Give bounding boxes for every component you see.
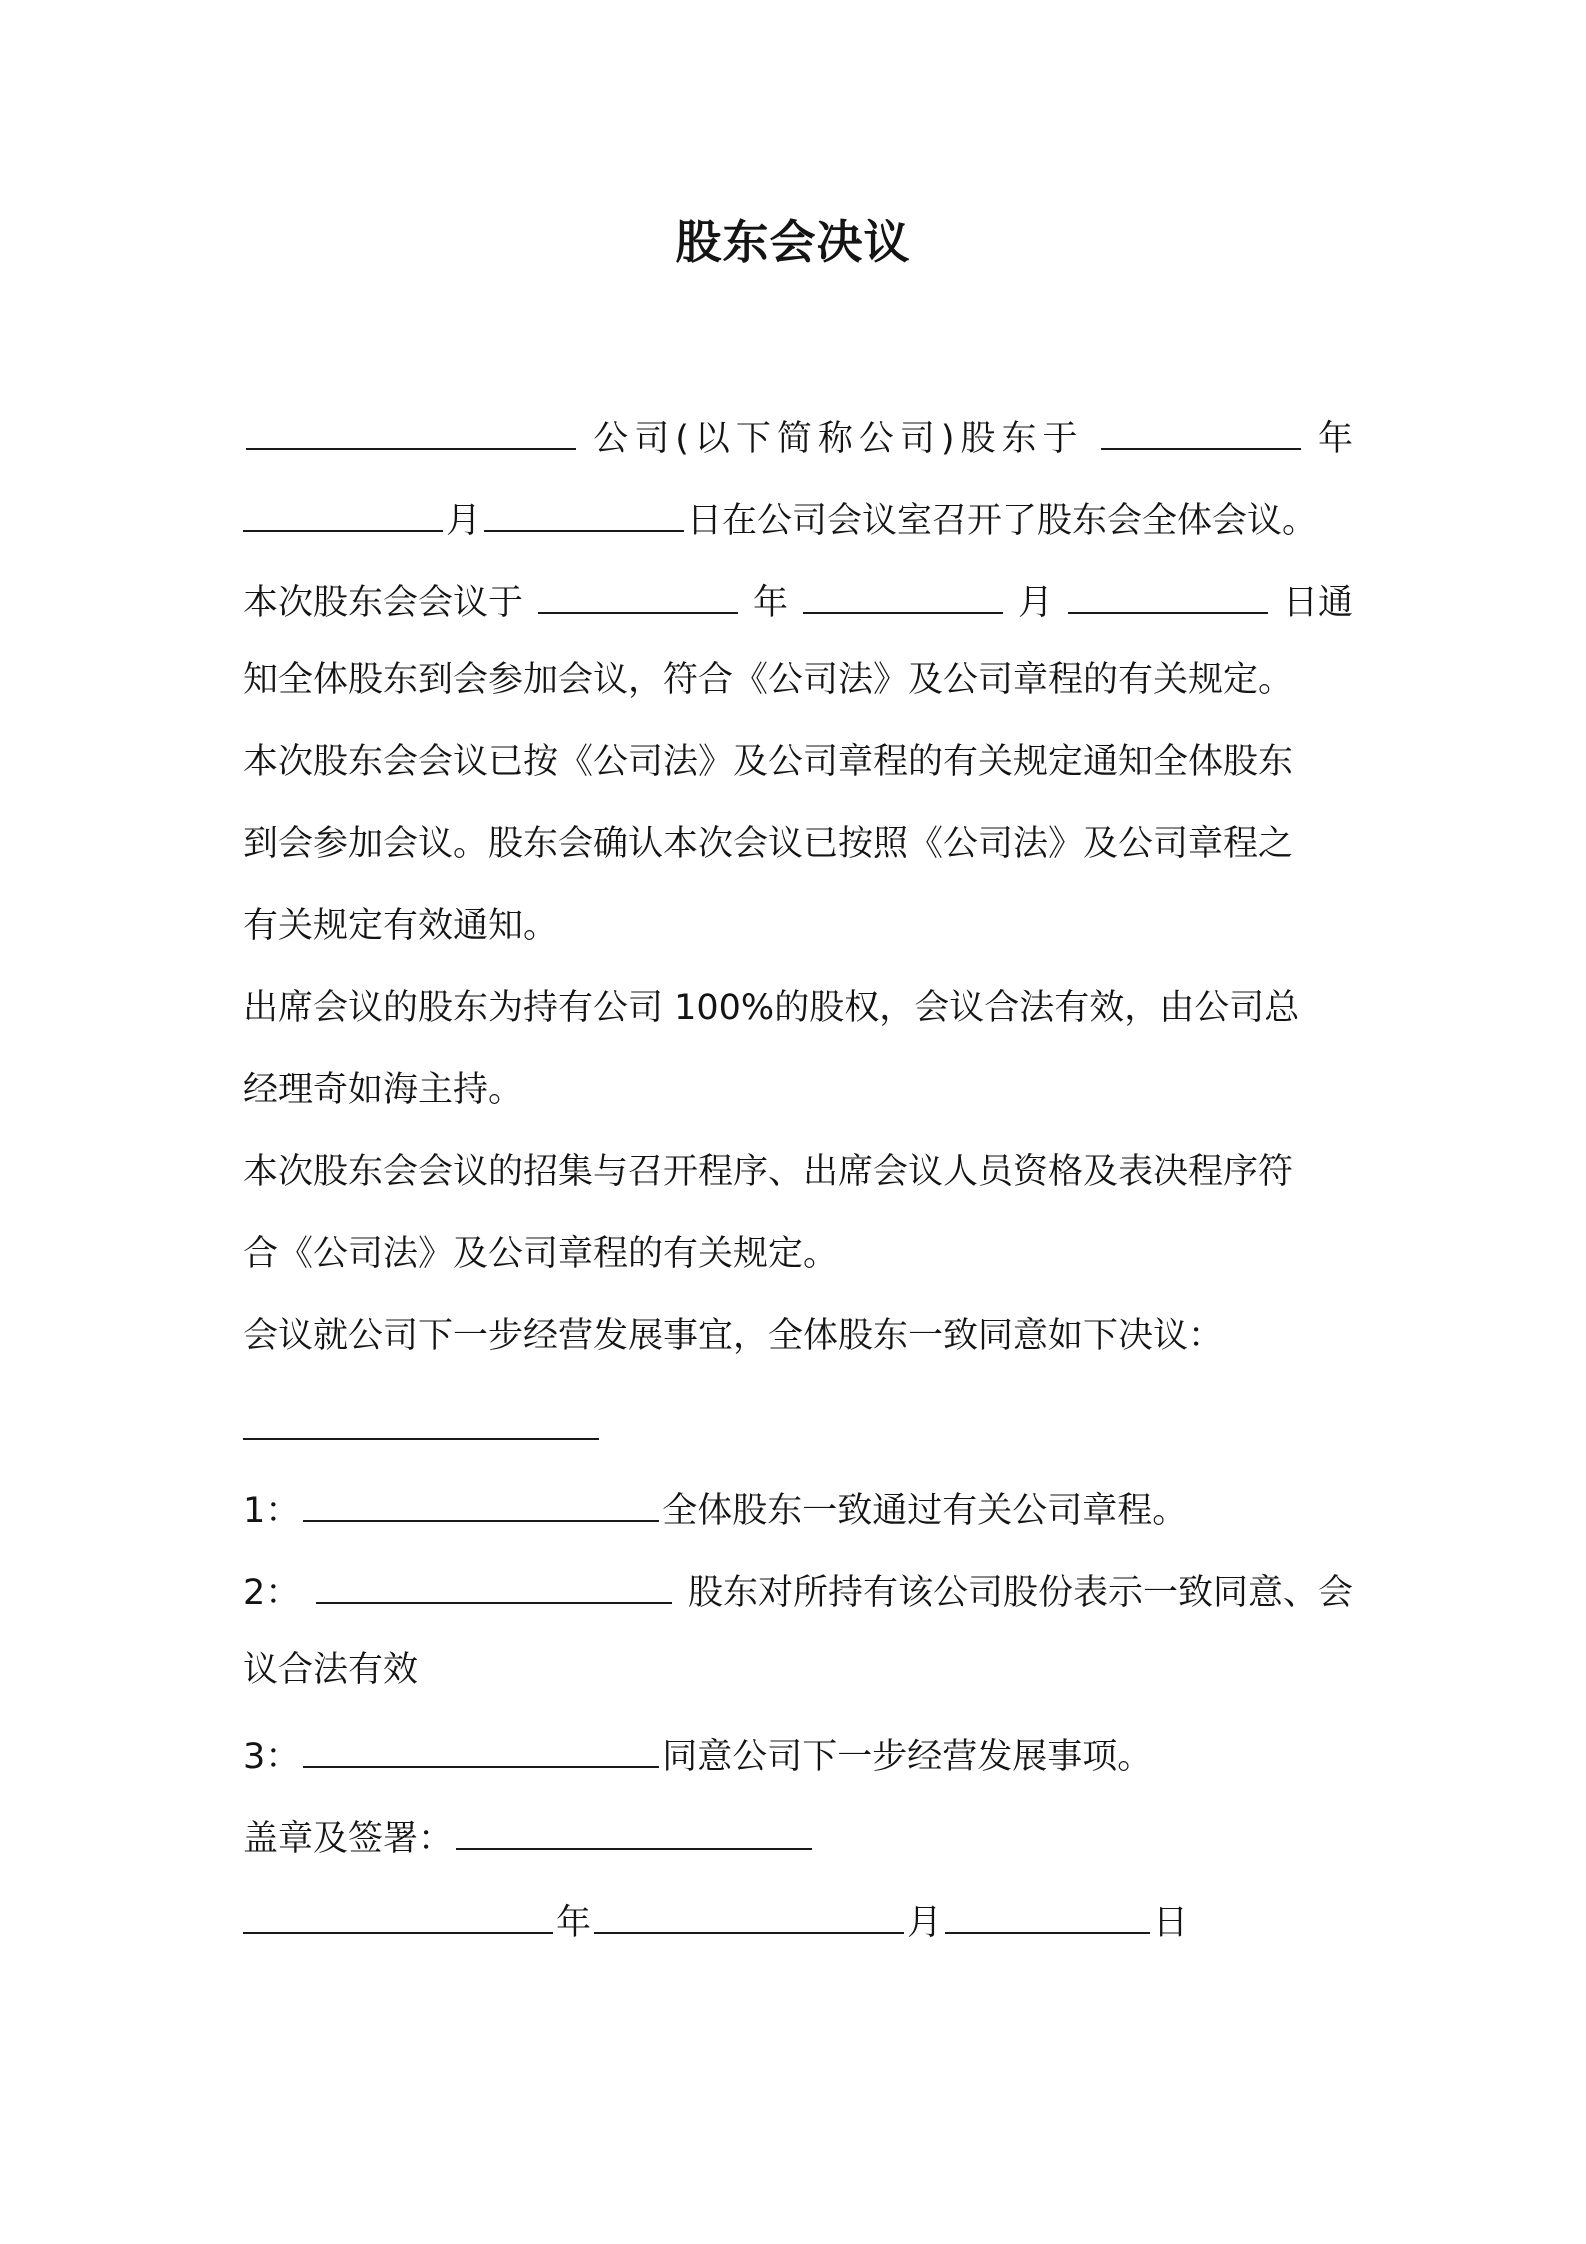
notice-month-blank[interactable] (803, 568, 1003, 614)
para1-text-day: 日在公司会议室召开了股东会全体会议。 (687, 501, 1318, 541)
item-2-continuation: 议合法有效 (243, 1650, 419, 1690)
para2-line2: 知全体股东到会参加会议，符合《公司法》及公司章程的有关规定。 (243, 660, 1294, 700)
resolution-blank-line (243, 1394, 1353, 1454)
para2-text-day: 日通 (1282, 583, 1353, 623)
para2-line1 (243, 568, 1353, 628)
resolution-item-1 (243, 1476, 1353, 1536)
company-name-blank[interactable] (246, 404, 576, 450)
para3-line2: 到会参加会议。股东会确认本次会议已按照《公司法》及公司章程之 (243, 824, 1294, 864)
date-year-label: 年 (556, 1903, 592, 1943)
resolution-item-3 (243, 1722, 1353, 1782)
signature-blank[interactable] (456, 1804, 812, 1850)
item-3-blank[interactable] (303, 1722, 659, 1768)
para1-text-year: 年 (1317, 419, 1353, 459)
date-month-label: 月 (907, 1903, 943, 1943)
para2-text-month: 月 (1017, 583, 1053, 623)
item-1-blank[interactable] (303, 1476, 659, 1522)
para5-line1: 本次股东会会议的招集与召开程序、出席会议人员资格及表决程序符 (243, 1152, 1294, 1192)
para1-text-month: 月 (446, 501, 482, 541)
notice-day-blank[interactable] (1068, 568, 1268, 614)
meeting-year-blank[interactable] (1101, 404, 1301, 450)
document-title: 股东会决议 (675, 215, 911, 269)
para3-line1: 本次股东会会议已按《公司法》及公司章程的有关规定通知全体股东 (243, 742, 1294, 782)
item-1-text: 全体股东一致通过有关公司章程。 (662, 1491, 1188, 1531)
para4-line2: 经理奇如海主持。 (243, 1070, 524, 1110)
para2-text-year: 年 (752, 583, 788, 623)
notice-year-blank[interactable] (538, 568, 738, 614)
para5-line2: 合《公司法》及公司章程的有关规定。 (243, 1234, 839, 1274)
para1-line2 (243, 486, 1353, 546)
para4-line1: 出席会议的股东为持有公司 100%的股权，会议合法有效，由公司总 (243, 988, 1300, 1028)
signature-line (243, 1804, 1353, 1864)
para3-line3: 有关规定有效通知。 (243, 906, 559, 946)
date-line (243, 1888, 1353, 1948)
resolution-item-2 (243, 1558, 1353, 1618)
date-year-blank[interactable] (243, 1888, 553, 1934)
resolution-blank[interactable] (243, 1394, 599, 1440)
date-month-blank[interactable] (594, 1888, 904, 1934)
meeting-month-blank[interactable] (243, 486, 443, 532)
meeting-day-blank[interactable] (484, 486, 684, 532)
item-2-blank[interactable] (316, 1558, 672, 1604)
item-1-number: 1： (243, 1491, 301, 1531)
item-3-text: 同意公司下一步经营发展事项。 (662, 1737, 1153, 1777)
date-day-label: 日 (1153, 1903, 1189, 1943)
signature-label: 盖章及签署： (243, 1819, 454, 1859)
para1-line1 (243, 404, 1353, 464)
para6-line1: 会议就公司下一步经营发展事宜，全体股东一致同意如下决议： (243, 1316, 1224, 1356)
para1-text-company: 公司(以下简称公司)股东于 (593, 419, 1084, 459)
item-3-number: 3： (243, 1737, 301, 1777)
para2-text-notice: 本次股东会会议于 (243, 583, 524, 623)
date-day-blank[interactable] (945, 1888, 1150, 1934)
item-2-text: 股东对所持有该公司股份表示一致同意、会 (687, 1573, 1353, 1613)
item-2-number: 2： (243, 1573, 301, 1613)
